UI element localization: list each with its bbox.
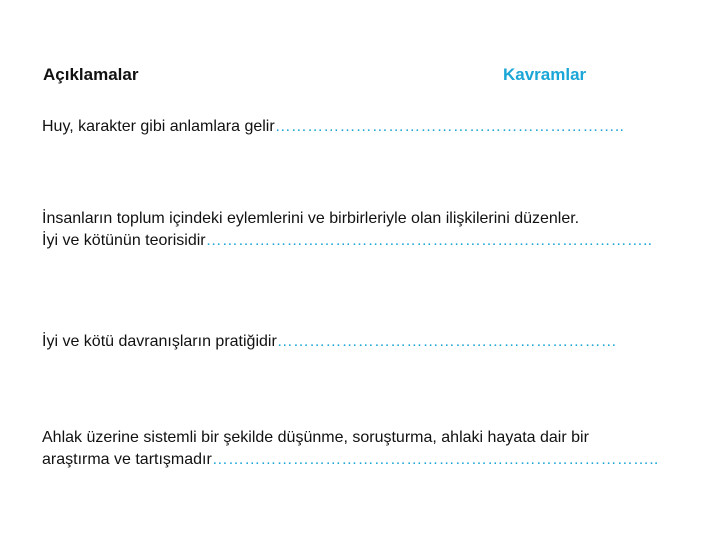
definition-item-1 (42, 116, 692, 138)
answer-blank[interactable]: ……………………………………………………………………….. (205, 232, 653, 249)
definition-item-2 (42, 208, 692, 252)
answer-blank[interactable]: ……………………………………………………… (276, 333, 617, 350)
definition-line: Ahlak üzerine sistemli bir şekilde düşünme, soruşturma, ahlaki hayata dair bir (42, 429, 589, 446)
answer-blank[interactable]: ……………………………………………………….. (274, 118, 625, 135)
definition-text: araştırma ve tartışmadır (42, 451, 212, 468)
header-kavramlar: Kavramlar (503, 65, 587, 84)
definition-line: İnsanların toplum içindeki eylemlerini ve birbirleriyle olan ilişkilerini düzenler. (42, 210, 580, 227)
definition-text: Huy, karakter gibi anlamlara gelir (42, 118, 275, 135)
header-aciklamalar: Açıklamalar (43, 65, 139, 84)
definition-item-4 (42, 427, 692, 471)
answer-blank[interactable]: ……………………………………………………………………….. (211, 451, 659, 468)
definition-item-3 (42, 331, 692, 353)
definition-line (42, 331, 692, 353)
definition-line (42, 116, 692, 138)
definition-text: İyi ve kötünün teorisidir (42, 232, 206, 249)
definition-text: İyi ve kötü davranışların pratiğidir (42, 333, 277, 350)
definition-line (42, 230, 692, 252)
definition-line (42, 449, 692, 471)
